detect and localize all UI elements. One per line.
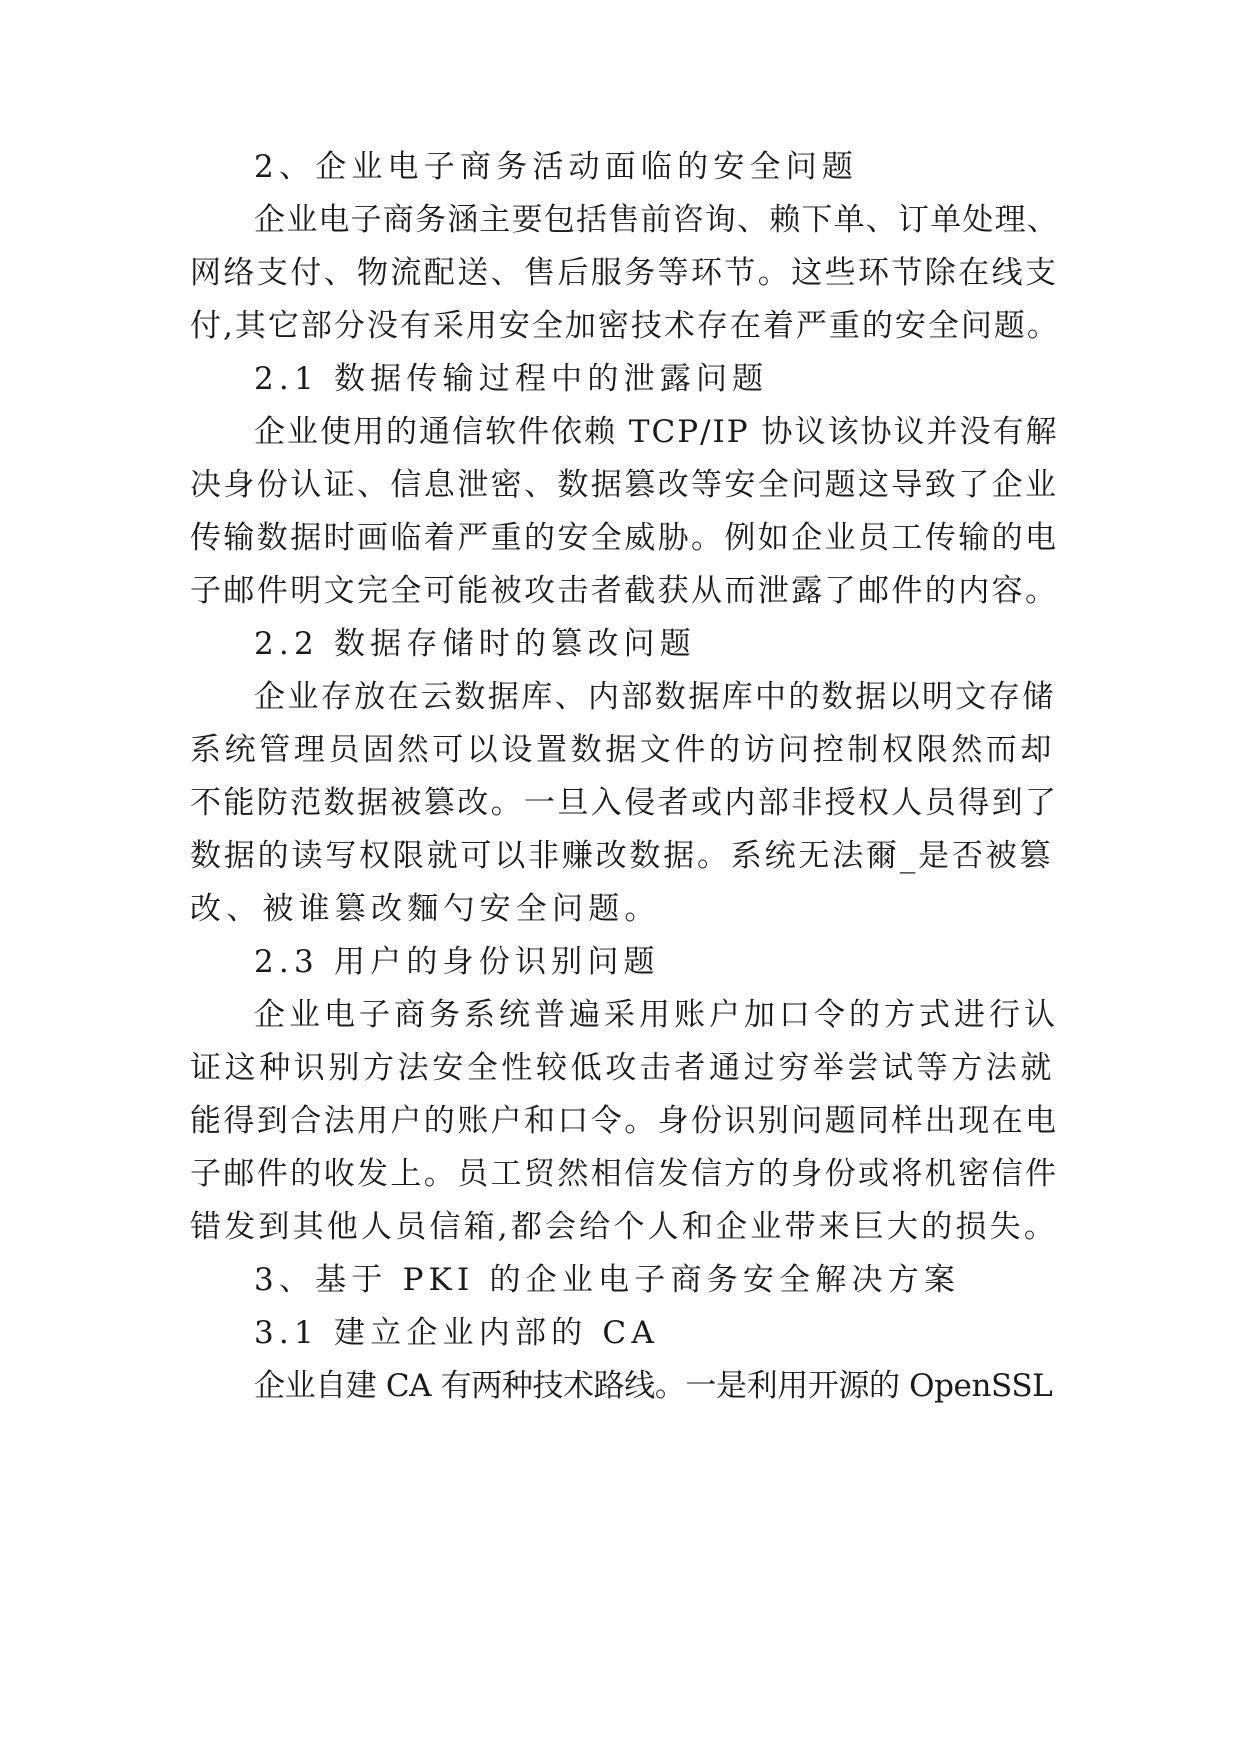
paragraph-line: 企业电子商务涵主要包括售前咨询、赖下单、订单处理、 bbox=[254, 202, 1059, 238]
heading-2-3: 2.3 用户的身份识别问题 bbox=[254, 944, 660, 980]
paragraph-line: 子邮件明文完全可能被攻击者截获从而泄露了邮件的内容。 bbox=[190, 573, 1059, 609]
heading-2-1: 2.1 数据传输过程中的泄露问题 bbox=[254, 361, 769, 397]
paragraph-line: 错发到其他人员信箱,都会给个人和企业带来巨大的损失。 bbox=[190, 1209, 1059, 1245]
paragraph-line: 数据的读写权限就可以非赚改数据。系统无法爾_是否被篡 bbox=[190, 838, 1054, 874]
paragraph-line: 企业电子商务系统普遍采用账户加口令的方式进行认 bbox=[254, 997, 1059, 1033]
heading-2-2: 2.2 数据存储时的篡改问题 bbox=[254, 626, 696, 662]
heading-3: 3、基于 PKI 的企业电子商务安全解决方案 bbox=[254, 1262, 961, 1298]
paragraph-line: 付,其它部分没有采用安全加密技术存在着严重的安全问题。 bbox=[190, 308, 1060, 344]
paragraph-line: 改、被谁篡改麵勺安全问题。 bbox=[190, 891, 661, 927]
heading-3-1: 3.1 建立企业内部的 CA bbox=[254, 1315, 659, 1351]
paragraph-line: 企业使用的通信软件依赖 TCP/IP 协议该协议并没有解 bbox=[254, 414, 1059, 450]
paragraph-line: 网络支付、物流配送、售后服务等环节。这些环节除在线支 bbox=[190, 255, 1059, 291]
paragraph-line: 系统管理员固然可以设置数据文件的访问控制权限然而却 bbox=[190, 732, 1055, 768]
paragraph-line: 决身份认证、信息泄密、数据篡改等安全问题这导致了企业 bbox=[190, 467, 1059, 503]
paragraph-line: 企业存放在云数据库、内部数据库中的数据以明文存储 bbox=[254, 679, 1056, 715]
paragraph-line: 证这种识别方法安全性较低攻击者通过穷举尝试等方法就 bbox=[190, 1050, 1055, 1086]
paragraph-line: 传输数据时画临着严重的安全威胁。例如企业员工传输的电 bbox=[190, 520, 1059, 556]
heading-2: 2、企业电子商务活动面临的安全问题 bbox=[254, 149, 859, 185]
paragraph-line: 子邮件的收发上。员工贸然相信发信方的身份或将机密信件 bbox=[190, 1156, 1059, 1192]
paragraph-line: 不能防范数据被篡改。一旦入侵者或内部非授权人员得到了 bbox=[190, 785, 1059, 821]
paragraph-line: 能得到合法用户的账户和口令。身份识别问题同样出现在电 bbox=[190, 1103, 1059, 1139]
paragraph-line: 企业自建 CA 有两种技术路线。一是利用开源的 OpenSSL bbox=[254, 1368, 1053, 1404]
